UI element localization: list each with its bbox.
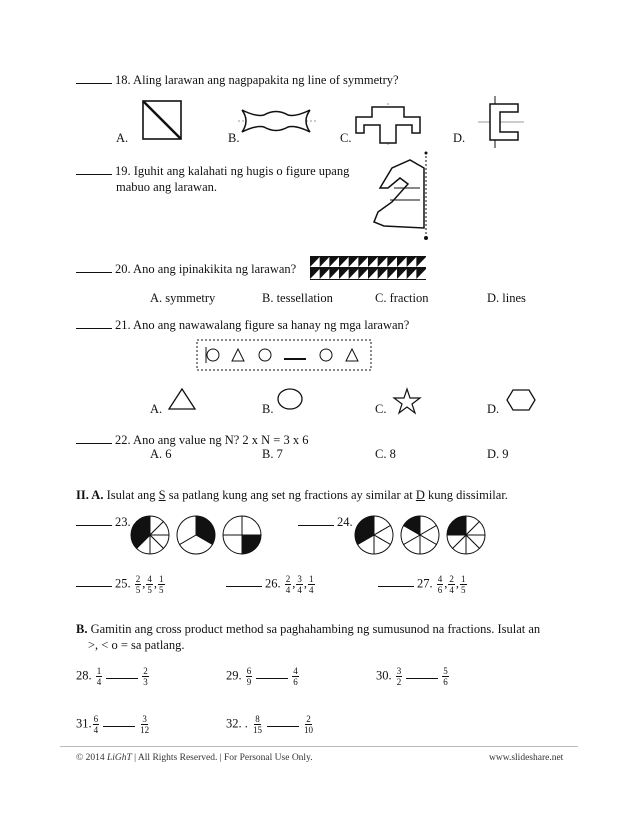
- item-26: 26. $\frac{2}{4}$ , $\frac{3}{4}$ , $\frac{1}{4}$: [226, 574, 316, 595]
- pie-slice: [223, 516, 242, 535]
- fraction: $\frac{8}{15}$: [253, 714, 262, 735]
- t-shape-figure: [352, 103, 424, 147]
- question-21: [76, 318, 409, 333]
- c-shape-figure: [478, 96, 524, 148]
- item-number: 24.: [337, 515, 353, 529]
- fraction: $\frac{6}{4}$: [93, 714, 99, 735]
- fraction: $\frac{3}{4}$: [297, 574, 302, 595]
- item-number: 29.: [226, 668, 242, 683]
- item-number: 31.: [76, 716, 92, 731]
- fraction: $\frac{3}{2}$: [396, 666, 402, 687]
- option-c[interactable]: C. 8: [375, 447, 396, 461]
- instruction-text: sa patlang kung ang set ng fractions ay similar at: [165, 488, 416, 502]
- answer-blank[interactable]: [256, 670, 288, 679]
- circle-icon: [276, 387, 304, 411]
- footer-copyright: [76, 753, 313, 763]
- item-number: 30.: [376, 668, 392, 683]
- item-number: 27.: [417, 576, 433, 591]
- fraction: $\frac{1}{5}$: [461, 574, 466, 595]
- figure-sequence: [196, 339, 372, 371]
- rights-text: | All Rights Reserved. | For Personal Use Only.: [131, 753, 313, 763]
- answer-blank[interactable]: [76, 433, 112, 444]
- answer-blank[interactable]: [76, 515, 112, 526]
- fraction: $\frac{3}{12}$: [140, 714, 150, 735]
- answer-blank[interactable]: [76, 318, 112, 329]
- fraction: $\frac{6}{9}$: [246, 666, 252, 687]
- option-a[interactable]: A.: [116, 131, 129, 145]
- fraction: $\frac{2}{3}$: [143, 666, 148, 687]
- item-27: 27. $\frac{4}{6}$ , $\frac{2}{4}$ , $\frac{1}{5}$: [378, 574, 468, 595]
- pie-slice: [223, 535, 242, 554]
- compare-31: [76, 714, 151, 735]
- item-23: [76, 515, 131, 530]
- compare-28: [76, 666, 150, 687]
- option-a[interactable]: A. symmetry: [150, 291, 216, 305]
- option-c[interactable]: C.: [340, 131, 352, 145]
- question-20: [76, 262, 296, 277]
- option-c[interactable]: C.: [375, 402, 387, 416]
- answer-blank[interactable]: [298, 515, 334, 526]
- half-figure: [370, 150, 440, 242]
- answer-blank[interactable]: [76, 262, 112, 273]
- fraction: $\frac{4}{6}$: [437, 574, 443, 595]
- fraction: $\frac{1}{5}$: [159, 574, 164, 595]
- fraction: $\frac{4}{5}$: [147, 574, 152, 595]
- item-number: 25.: [115, 576, 131, 591]
- section-2a-instructions: [76, 488, 508, 503]
- fraction: $\frac{2}{5}$: [135, 574, 141, 595]
- answer-blank[interactable]: [76, 73, 112, 84]
- option-a[interactable]: A.: [150, 402, 163, 416]
- instruction-text: kung dissimilar.: [424, 488, 508, 502]
- question-text-line1: 19. Iguhit ang kalahati ng hugis o figure upang: [115, 164, 350, 178]
- option-b[interactable]: B. tessellation: [262, 291, 333, 305]
- option-d[interactable]: D.: [453, 131, 466, 145]
- answer-blank[interactable]: [378, 576, 414, 587]
- star-icon: [393, 388, 421, 414]
- fraction: $\frac{4}{6}$: [293, 666, 298, 687]
- question-text: 18. Aling larawan ang nagpapakita ng line of symmetry?: [115, 73, 399, 87]
- compare-32: [226, 714, 315, 735]
- pie-slice: [242, 516, 261, 535]
- question-text: 22. Ano ang value ng N? 2 x N = 3 x 6: [115, 433, 309, 447]
- answer-blank[interactable]: [226, 576, 262, 587]
- question-19-line2: mabuo ang larawan.: [116, 180, 218, 194]
- compare-30: [376, 666, 450, 687]
- fraction: $\frac{1}{4}$: [309, 574, 314, 595]
- section-b-instructions: [76, 622, 540, 637]
- option-c[interactable]: C. fraction: [375, 291, 429, 305]
- item-number: 32. .: [226, 716, 248, 731]
- pie-set-23: [130, 515, 290, 555]
- option-b[interactable]: B.: [262, 402, 274, 416]
- item-25: 25. $\frac{2}{5}$ , $\frac{4}{5}$ , $\frac{1}{5}$: [76, 574, 166, 595]
- instruction-text: Gamitin ang cross product method sa paghahambing ng sumusunod na fractions. Isulat an: [87, 622, 541, 636]
- question-text: 21. Ano ang nawawalang figure sa hanay ng mga larawan?: [115, 318, 410, 332]
- hexagon-icon: [505, 388, 537, 412]
- footer-divider: [60, 746, 578, 747]
- fraction: $\frac{2}{4}$: [449, 574, 454, 595]
- compare-29: [226, 666, 300, 687]
- section-label: II. A.: [76, 488, 104, 502]
- fraction: $\frac{5}{6}$: [443, 666, 448, 687]
- option-d[interactable]: D. 9: [487, 447, 509, 461]
- square-diagonal-figure: [140, 98, 185, 143]
- fraction: $\frac{2}{4}$: [285, 574, 291, 595]
- option-d[interactable]: D.: [487, 402, 500, 416]
- brand-name: LiGhT: [106, 753, 132, 763]
- item-number: 26.: [265, 576, 281, 591]
- pie-slice: [242, 535, 261, 554]
- fraction: $\frac{2}{10}$: [304, 714, 313, 735]
- section-b-instructions-line2: >, < o = sa patlang.: [88, 638, 185, 652]
- answer-blank[interactable]: [103, 718, 135, 727]
- copyright-text: © 2014: [76, 753, 107, 763]
- footer-site: www.slideshare.net: [489, 753, 564, 763]
- question-text: 20. Ano ang ipinakikita ng larawan?: [115, 262, 297, 276]
- answer-blank[interactable]: [76, 164, 112, 175]
- option-b[interactable]: B. 7: [262, 447, 283, 461]
- tessellation-pattern: [310, 256, 426, 280]
- option-d[interactable]: D. lines: [487, 291, 526, 305]
- answer-blank[interactable]: [76, 576, 112, 587]
- candy-shape-figure: [238, 107, 318, 137]
- item-number: 28.: [76, 668, 92, 683]
- item-number: 23.: [115, 515, 131, 529]
- answer-blank[interactable]: [106, 670, 138, 679]
- fraction: $\frac{1}{4}$: [96, 666, 102, 687]
- instruction-text: Isulat ang: [103, 488, 159, 502]
- triangle-icon: [167, 386, 197, 412]
- answer-blank[interactable]: [267, 718, 299, 727]
- question-19: [76, 164, 349, 179]
- option-a[interactable]: A. 6: [150, 447, 172, 461]
- similar-letter: S: [158, 488, 166, 502]
- option-b[interactable]: B.: [228, 131, 240, 145]
- section-label: B.: [76, 622, 88, 636]
- answer-blank[interactable]: [406, 670, 438, 679]
- pie-set-24: [354, 515, 514, 555]
- item-24: [298, 515, 353, 530]
- question-18: [76, 73, 399, 88]
- question-22: [76, 433, 308, 448]
- dissimilar-letter: D: [415, 488, 425, 502]
